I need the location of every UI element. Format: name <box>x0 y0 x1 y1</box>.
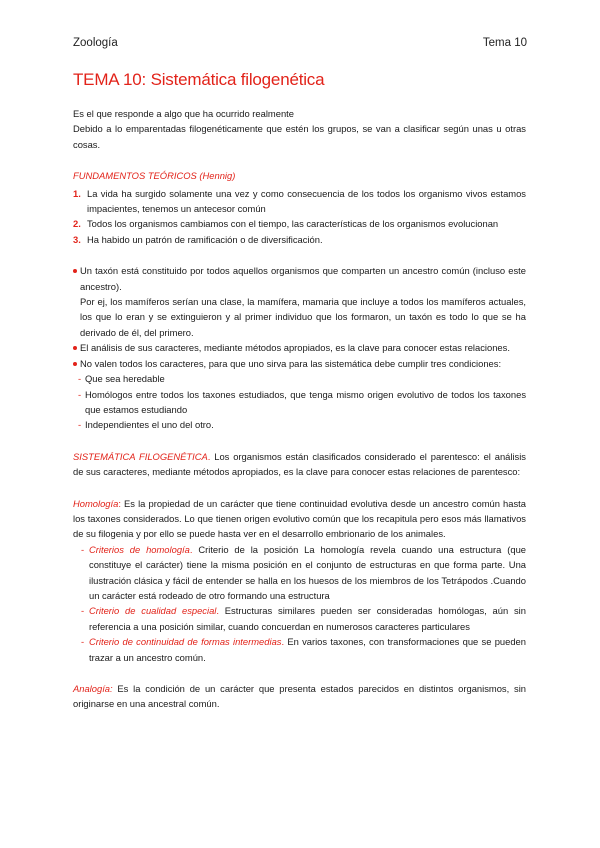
list-item <box>73 417 526 432</box>
bullet-item-analisis <box>73 340 526 355</box>
header-subject: Zoología <box>73 37 118 49</box>
bullet-dot-icon <box>73 269 77 273</box>
criterio-text: Estructuras similares pueden ser consideradas homólogas, aún sin referencia a una posición similar, cuando concuerdan en numerosos caracteres particulares <box>89 605 526 632</box>
bullet-item-taxon <box>73 263 526 340</box>
dash-icon: - <box>78 388 82 400</box>
criterio-text: En varios taxones, con transformaciones que se pueden trazar a un ancestro común. <box>89 636 526 663</box>
sistematica-label: SISTEMÁTICA FILOGENÉTICA <box>73 450 208 462</box>
dash-icon: - <box>78 373 82 385</box>
dash-icon: - <box>81 543 85 555</box>
page-title: TEMA 10: Sistemática filogenética <box>73 70 325 89</box>
list-item <box>73 371 526 386</box>
homologia-label: Homología <box>73 497 119 509</box>
homologia-text: Es la propiedad de un carácter que tiene continuidad evolutiva desde un ancestro común hasta los taxones considerados. Lo que tienen origen evolutivo común que los recapitula pero esos más llamativos de su filogenia y por ello se puede hasta ver en el desarrollo embrionario de los animales. <box>73 497 526 540</box>
sistematica-paragraph <box>73 449 526 480</box>
bullet-list <box>73 263 526 371</box>
list-item <box>73 387 526 418</box>
condiciones-list <box>73 371 526 433</box>
list-number: 2. <box>73 218 81 230</box>
list-item <box>73 603 526 634</box>
list-item-text: Independientes el uno del otro. <box>85 419 214 431</box>
dash-icon: - <box>78 419 82 431</box>
list-item-text: Ha habido un patrón de ramificación o de diversificación. <box>87 233 323 245</box>
list-item <box>73 542 526 604</box>
intro-line-1: Es el que responde a algo que ha ocurrido realmente <box>73 108 294 119</box>
bullet-text: No valen todos los caracteres, para que uno sirva para las sistemática debe cumplir tres condiciones: <box>80 357 502 369</box>
criterios-list <box>73 542 526 665</box>
bullet-extra-text: Por ej, los mamíferos serían una clase, la mamífera, mamaria que incluye a todos los mamíferos actuales, los que lo eran y se extinguieron y al primer individuo que los formaron, un taxón es todo lo que se ha derivado de él, del primero. <box>80 296 526 338</box>
criterio-name: Criterio de continuidad de formas intermedias <box>89 636 282 648</box>
analogia-paragraph <box>73 681 526 712</box>
criterio-punct: . <box>281 636 285 648</box>
bullet-text: El análisis de sus caracteres, mediante métodos apropiados, es la clave para conocer estas relaciones. <box>80 342 510 354</box>
homologia-punct: : <box>118 497 121 509</box>
fundamentos-heading: FUNDAMENTOS TEÓRICOS (Hennig) <box>73 170 236 182</box>
fundamentos-list <box>73 186 526 248</box>
list-item <box>73 634 526 665</box>
criterio-name: Criterio de cualidad especial <box>89 605 217 617</box>
criterio-name: Criterios de homología <box>89 543 190 555</box>
criterio-text: Criterio de la posición La homología revela cuando una estructura (que constituye el carácter) tiene la misma posición en el conjunto de estructuras en que forma parte. Una ilustración clásica y fácil de entender se halla en los huesos de los miembros de los Tetrápodos .Cuando un carácter está rodeado de otro formando una estructura <box>89 543 526 601</box>
bullet-text: Un taxón está constituido por todos aquellos organismos que comparten un ancestro común (incluso este ancestro). <box>80 265 526 292</box>
homologia-paragraph <box>73 496 526 542</box>
sistematica-text: Los organismos están clasificados considerado el parentesco: el análisis de sus caracteres, mediante métodos apropiados, es la clave para conocer estas relaciones de parentesco: <box>73 450 526 478</box>
list-number: 3. <box>73 233 81 245</box>
list-item-text: Todos los organismos cambiamos con el tiempo, las características de los organismos evolucionan <box>87 218 499 230</box>
intro-line-2: Debido a lo emparentadas filogenéticamente que estén los grupos, se van a clasificar según unas u otras cosas. <box>73 123 526 150</box>
list-item-text: Homólogos entre todos los taxones estudiados, que tenga mismo origen evolutivo de todos los taxones que estamos estudiando <box>85 388 526 415</box>
list-item <box>73 186 526 217</box>
analogia-label: Analogía: <box>73 683 113 694</box>
list-item <box>73 216 526 231</box>
page-header <box>73 37 527 49</box>
bullet-dot-icon <box>73 362 77 366</box>
bullet-dot-icon <box>73 346 77 350</box>
list-item-text: Que sea heredable <box>85 373 165 385</box>
criterio-punct: . <box>216 605 219 617</box>
list-item-text: La vida ha surgido solamente una vez y como consecuencia de los todos los organismo vivos estamos impacientes, tenemos un antecesor común <box>87 187 526 215</box>
dash-icon: - <box>81 636 85 648</box>
dash-icon: - <box>81 605 85 617</box>
list-item <box>73 232 526 247</box>
criterio-punct: . <box>189 543 193 555</box>
header-topic: Tema 10 <box>482 37 527 49</box>
document-body <box>73 106 526 712</box>
bullet-item-caracteres <box>73 356 526 371</box>
analogia-text: Es la condición de un carácter que presenta estados parecidos en distintos organismos, sin originarse en una ancestral común. <box>73 683 526 710</box>
sistematica-punct: . <box>207 450 211 462</box>
list-number: 1. <box>73 187 81 199</box>
